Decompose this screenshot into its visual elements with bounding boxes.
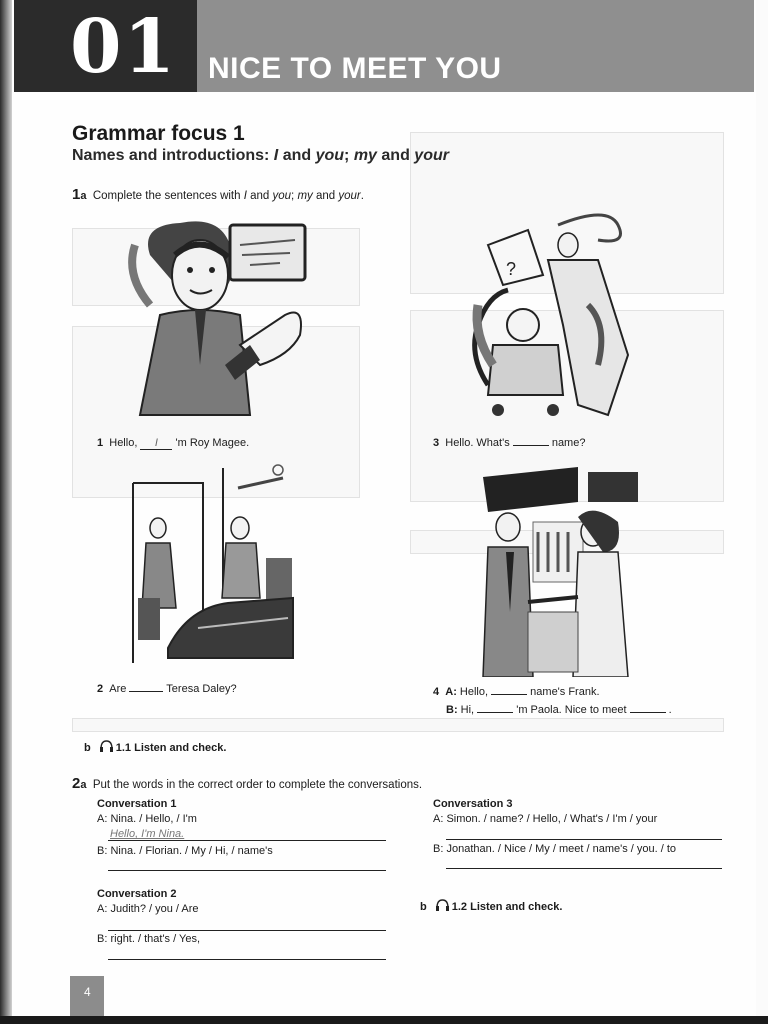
exercise-1a-item-4: 4 A: Hello, name's Frank. B: Hi, 'm Paola. Nice to meet . — [433, 686, 672, 716]
show-through-box — [72, 718, 724, 732]
answer-blank-2[interactable] — [129, 691, 163, 692]
unit-number: 01 — [70, 4, 177, 90]
exercise-1b-listen: b 1.1 Listen and check. — [84, 742, 227, 754]
exercise-1a-instruction: 1a Complete the sentences with I and you; my and your. — [72, 186, 364, 203]
answer-line[interactable] — [446, 868, 722, 869]
conversation-3 — [433, 797, 657, 827]
exercise-1a-item-3: 3 Hello. What's name? — [433, 437, 586, 449]
headphones-icon — [99, 740, 114, 753]
grammar-focus-title: Grammar focus 1 — [72, 122, 245, 145]
exercise-1a-item-1: 1 Hello, I 'm Roy Magee. — [97, 437, 250, 449]
page-number: 4 — [84, 985, 91, 999]
conversation-2-line-a: A: Judith? / you / Are — [97, 903, 199, 915]
answer-line[interactable] — [108, 959, 386, 960]
answer-blank-1[interactable]: I — [140, 437, 172, 450]
answer-line[interactable] — [108, 930, 386, 931]
answer-blank-3[interactable] — [513, 445, 549, 446]
answer-line[interactable] — [446, 839, 722, 840]
exercise-2a-instruction: 2a Put the words in the correct order to complete the conversations. — [72, 775, 423, 792]
exercise-1a-item-2: 2 Are Teresa Daley? — [97, 683, 237, 695]
exercise-2b-listen: b 1.2 Listen and check. — [420, 901, 563, 913]
conversation-3-line-a: A: Simon. / name? / Hello, / What's / I'm / your — [433, 813, 658, 825]
answer-line[interactable] — [108, 870, 386, 871]
conversation-2 — [97, 887, 199, 917]
grammar-focus-subtitle: Names and introductions: I and you; my and your — [72, 147, 449, 164]
conversation-1-line-b: B: Nina. / Florian. / My / Hi, / name's — [97, 845, 273, 857]
conversation-3-title: Conversation 3 — [433, 798, 513, 810]
illustration-handshake — [478, 462, 648, 677]
svg-text:?: ? — [506, 259, 517, 279]
illustration-baby-walker — [468, 205, 658, 430]
conversation-1-answer-a: Hello, I'm Nina. — [110, 828, 185, 840]
conversation-2-line-b: B: right. / that's / Yes, — [97, 933, 201, 945]
answer-blank-4b[interactable] — [477, 712, 513, 713]
answer-line[interactable] — [108, 840, 386, 841]
conversation-1 — [97, 797, 197, 827]
page-bottom-edge — [0, 1016, 768, 1024]
illustration-tv-presenter — [120, 215, 320, 425]
answer-blank-4c[interactable] — [630, 712, 666, 713]
conversation-1-title: Conversation 1 — [97, 798, 177, 810]
conversation-3-line-b: B: Jonathan. / Nice / My / meet / name's / you. / to — [433, 843, 677, 855]
conversation-1-line-a: A: Nina. / Hello, / I'm — [97, 813, 197, 825]
headphones-icon — [435, 899, 450, 912]
unit-title: NICE TO MEET YOU — [208, 52, 502, 85]
answer-blank-4a[interactable] — [491, 694, 527, 695]
conversation-2-title: Conversation 2 — [97, 888, 177, 900]
illustration-doorway-car — [128, 458, 298, 668]
